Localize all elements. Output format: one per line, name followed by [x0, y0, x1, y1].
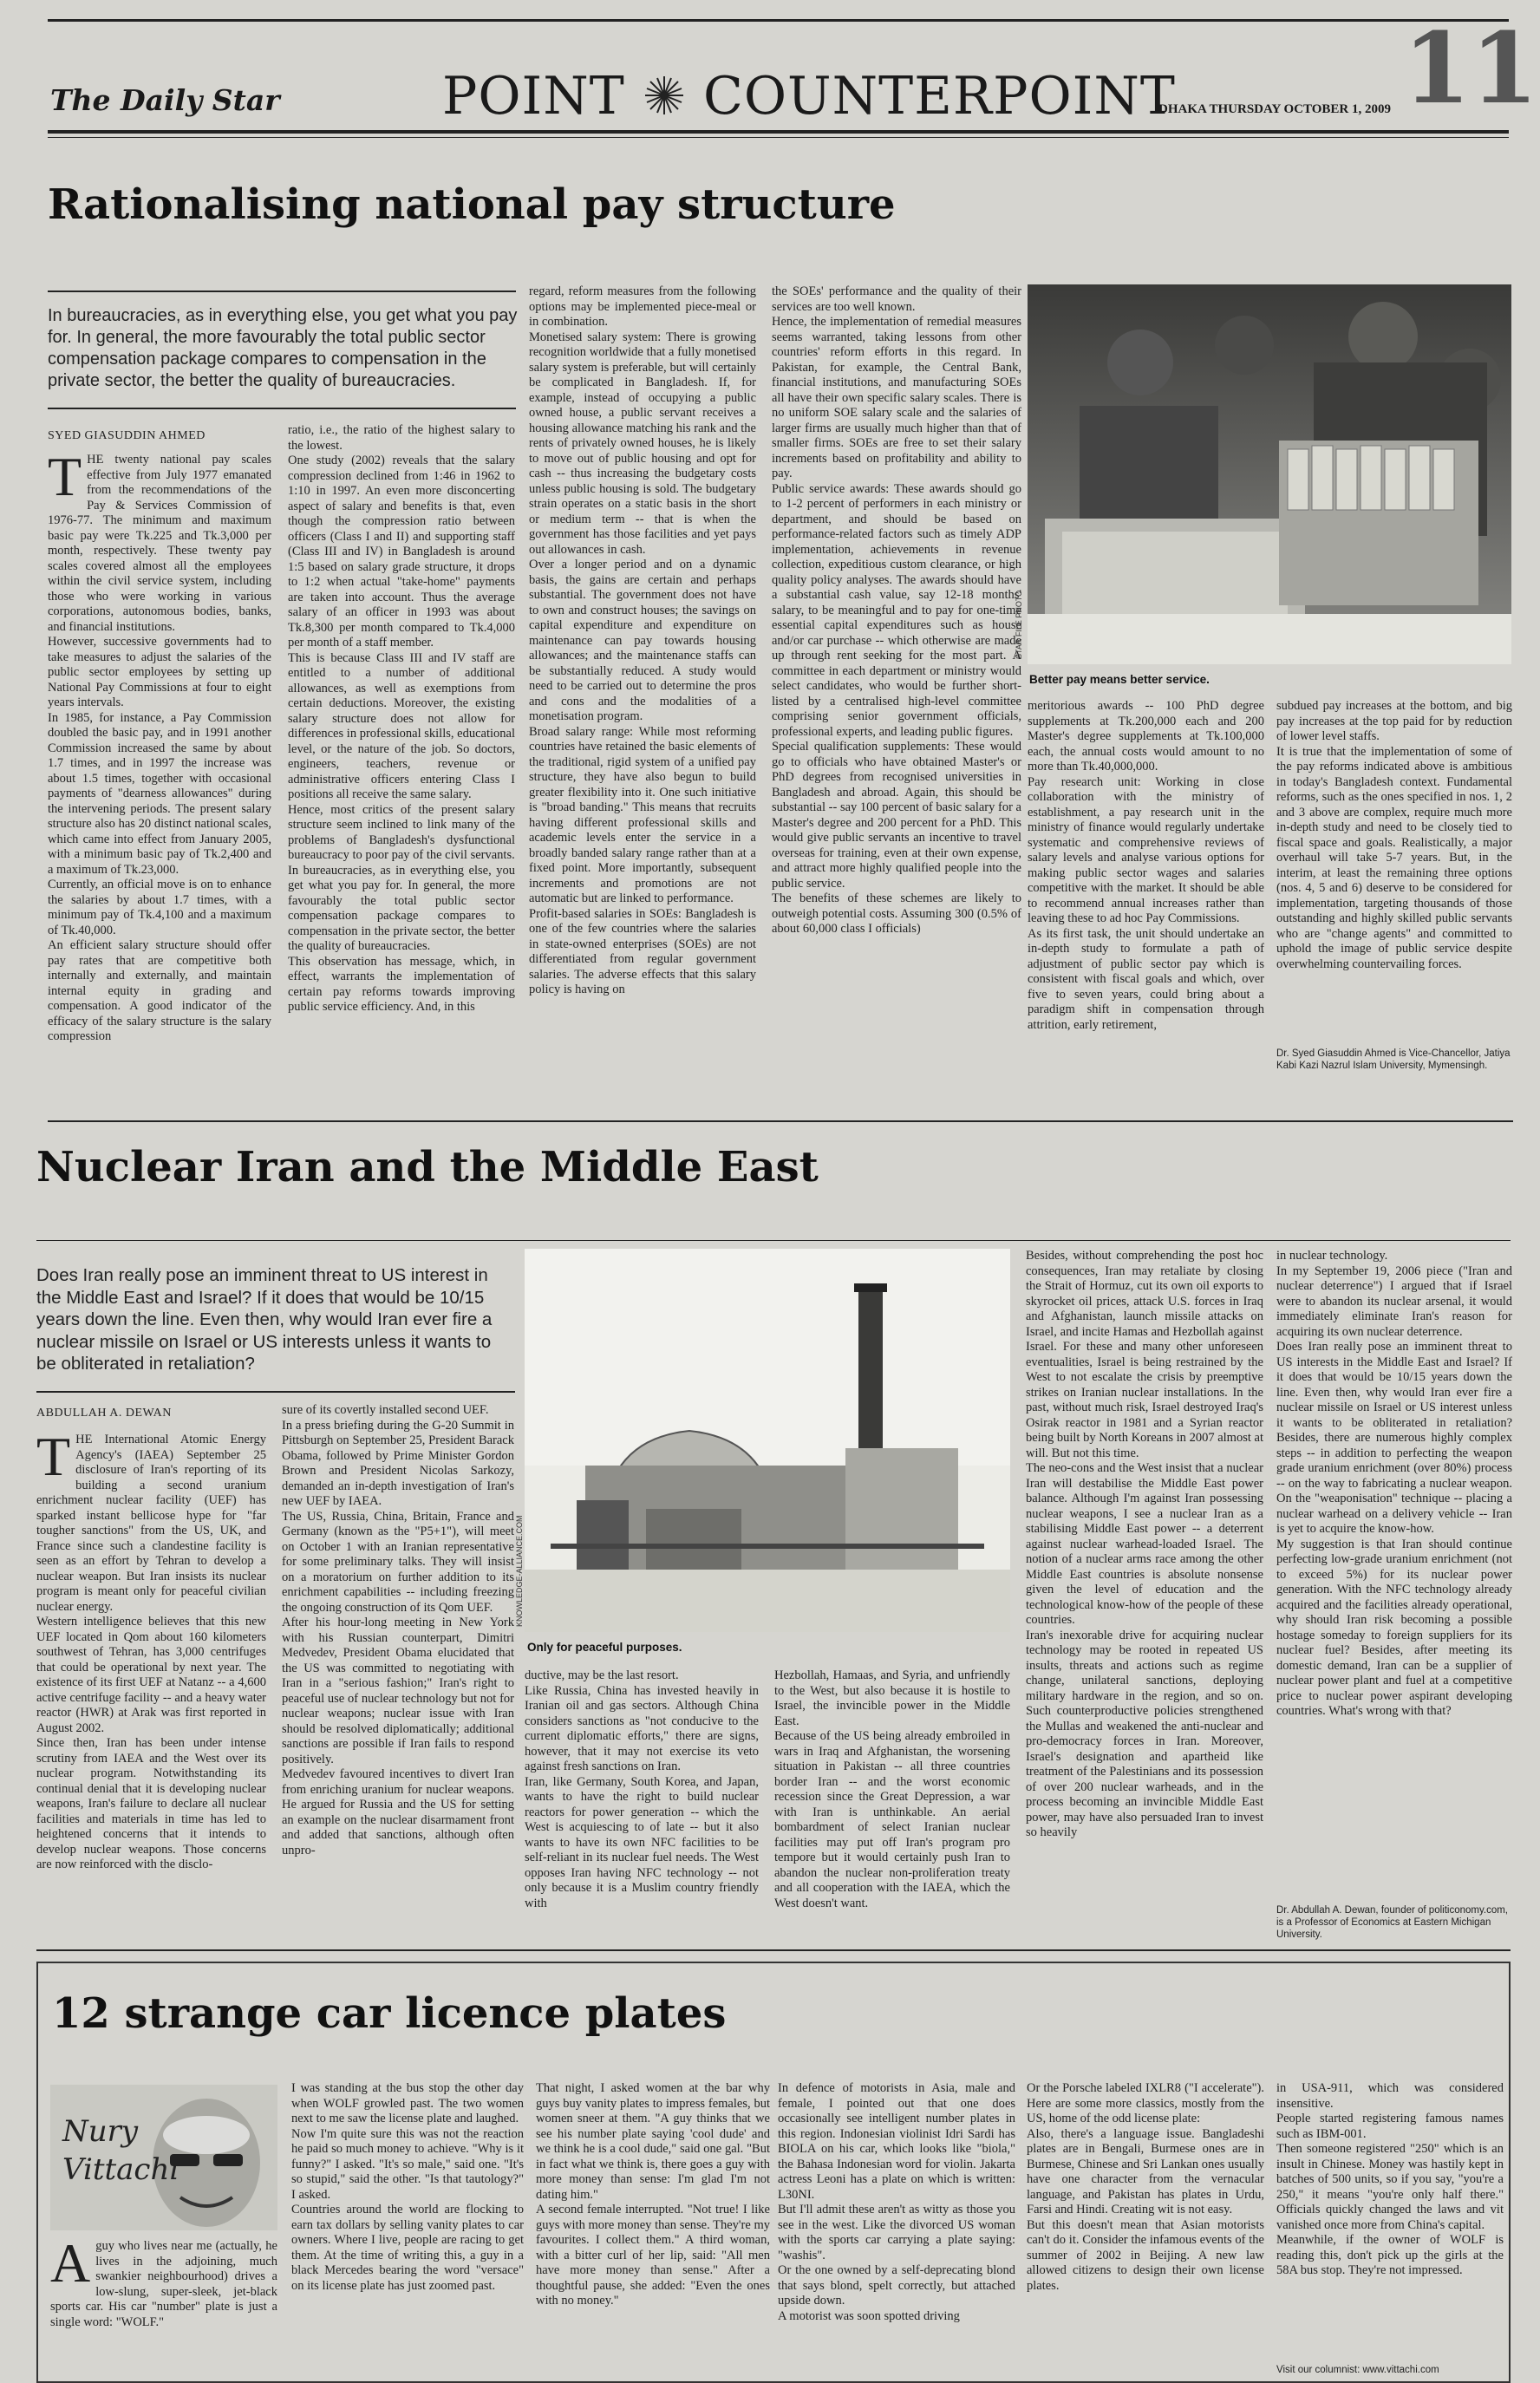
dateline: DHAKA THURSDAY OCTOBER 1, 2009 — [1158, 102, 1391, 116]
article3-col3-text: That night, I asked women at the bar why guys buy vanity plates to impress females, but women sneer at them. "A guy thinks that we see his number plate saying 'cool dude' and we think he is a cool dude," said one gal. "But in fact what we think is, there goes a guy with more money than sense: I'm glad I'm not dating him." A second female interrupted. "Not true! I like guys with more money than sense. They're my favourites. I collect them." A third woman, with a bitter curl of her lip, said: "All men have more money than sense." After a thoughtful pause, she added: "Even the ones with no money." — [536, 2081, 770, 2308]
article2-col2-text: sure of its covertly installed second UEF. In a press briefing during the G-20 Summit in Pittsburgh on September 25, President Barack Obama, followed by Prime Minister Gordon Brown and President Nicolas Sarkozy, demanded an in-depth investigation of Iran's new UEF by IAEA. The US, Russia, China, Britain, France and Germany (known as the "P5+1"), will meet on October 1 with an Iranian representative for some preliminary talks. They will insist on a moratorium on further addition to its enrichment capabilities -- including freezing the ongoing construction of its Qom UEF. After his hour-long meeting in New York with his Russian counterpart, Dimitri Medvedev, President Obama elucidated that the US was committed to negotiating with Iran in a "serious fashion;" Iran's right to peaceful use of nuclear technology but not for nuclear weapons; nuclear issue with Iran should be resolved diplomatically; additional sanctions are possible if Iran fails to respond positively. Medvedev favoured incentives to divert Iran from enriching uranium for nuclear weapons. He argued for Russia and the US for setting an example on the nuclear disarmament front and added that sanctions, although often unpro- — [282, 1403, 514, 1857]
nuclear-plant-illustration — [525, 1249, 1010, 1632]
paper-logo: The Daily Star — [50, 83, 280, 117]
article2-column-2 — [282, 1403, 514, 1937]
article2-deck-rule — [36, 1391, 515, 1393]
article3-column-1 — [50, 2239, 277, 2378]
columnist-logo-line1: Nury — [62, 2114, 139, 2149]
article3-column-2 — [291, 2081, 524, 2378]
article1-col6-text: subdued pay increases at the bottom, and big pay increases at the top paid for by reduction of lower level staffs. It is true that the implementation of some of the pay reforms indicated above is ambitious in today's Bangladesh context. Fundamental reforms, such as the ones specified in nos. 1, 2 and 3 above are complex, require much more in-depth study and need to be closely tied to fiscal space and goals. Realistically, a major overhaul will take 5-7 years. But, in the interim, at least the remaining three options (nos. 4, 5 and 6) deserve to be considered for implementation, targeting thousands of those outstanding and highly skilled public servants who are "change agents" and committed to uphold the image of public service despite overwhelming countervailing forces. — [1276, 699, 1512, 971]
section-title-left: POINT — [442, 66, 625, 127]
starburst-icon — [643, 69, 686, 130]
article3-column-3 — [536, 2081, 770, 2378]
masthead-rule-thin — [48, 137, 1509, 138]
article3-col4-text: In defence of motorists in Asia, male and female, I pointed out that one does occasionally see intelligent number plates in this region. Indonesian violinist Idri Sardi has BIOLA on his car, which looks like "biola," the Bahasa Indonesian word for violin. Jakarta actress Leoni has a plate on which is written: L30NI. But I'll admit these aren't as witty as those you see in the west. Like the divorced US woman with the sports car carrying a plate saying: "washis". Or the one owned by a self-deprecating blond that says blond, spelt correctly, but attached upside down. A motorist was soon spotted driving — [778, 2081, 1015, 2323]
article1-photo-caption: Better pay means better service. — [1029, 673, 1210, 686]
article2-col3-text: ductive, may be the last resort. Like Russia, China has invested heavily in Iranian oil and gas sectors. Although China considers sanctions as "not conducive to the current diplomatic efforts," there are signs, however, that it may not exercise its veto against fresh sanctions on Iran. Iran, like Germany, South Korea, and Japan, wants to have the right to build nuclear reactors for power generation -- which the West is acquiescing to of late -- but it also wants to have its own NFC facilities to be self-reliant in its nuclear fuel needs. The West opposes Iran having NFC technology -- not only because it is a Muslim country friendly with — [525, 1668, 759, 1910]
article3-website: Visit our columnist: www.vittachi.com — [1276, 2365, 1439, 2375]
article2-photo — [525, 1249, 1010, 1632]
article2-author-bio: Dr. Abdullah A. Dewan, founder of politiconomy.com, is a Professor of Economics at Eastern Michigan University. — [1276, 1905, 1508, 1940]
article1-deck-rule-top — [48, 291, 516, 292]
article2-col5-text: Besides, without comprehending the post hoc consequences, Iran may retaliate by closing the Strait of Hormuz, cut its own oil exports to skyrocket oil prices, attack U.S. forces in Iraq and Afghanistan, launch missile attacks on Israel, and incite Hamas and Hezbollah against Israel. For these and many other unforeseen eventualities, Israel is being restrained by the West to not escalate the crisis by preemptive strikes on Iranian nuclear installations. In the past, without much risk, Israel destroyed Iraq's Osirak reactor in 1981 and a Syrian reactor being built by North Koreans in 2007 almost at will. But not this time. The neo-cons and the West insist that a nuclear Iran will destabilise the Middle East power balance. Although I'm against Iran possessing nuclear weapons, I see a nuclear Iran as a stabilising Middle East power -- a deterrent against nuclear warhead-loaded Israel. The notion of a nuclear arms race among the other Middle East countries is absolute nonsense given the level of education and the technological know-how of the people of these countries. Iran's inexorable drive for acquiring nuclear technology may be rooted in repeated US insults, threats and actions such as regime change, unilateral sanctions, deploying military hardware in the region, and so on. Such counterproductive policies strengthened the Mullas and weakened the anti-nuclear and pro-democracy forces in Iran. Moreover, Israel's designation and apartheid like treatment of the Palestinians and its possession of over 200 nuclear warheads, and in the process becoming an invincible Middle East power, may have also persuaded Iran to invest so heavily — [1026, 1249, 1263, 1839]
article3-dropcap: A — [50, 2239, 91, 2294]
article2-headline: Nuclear Iran and the Middle East — [36, 1143, 819, 1192]
article3-column-5 — [1027, 2081, 1264, 2378]
article2-headline-rule — [36, 1240, 1511, 1241]
article2-column-6 — [1276, 1249, 1512, 1903]
section-divider-1 — [48, 1120, 1513, 1122]
columnist-logo — [50, 2085, 277, 2230]
article2-deck: Does Iran really pose an imminent threat to US interest in the Middle East and Israel? If it does that would be 10/15 years down the line. Even then, why would Iran ever fire a nuclear missile on Israel or US interests unless it wants to be obliterated in retaliation? — [36, 1265, 493, 1374]
article3-col6-text: in USA-911, which was considered insensitive. People started registering famous names such as IBM-001. Then someone registered "250" which is an insult in Chinese. Money was hastily kept in batches of 500 units, so if you say, "you're a 250," it means "you're only half there." Officials quickly changed the laws and vit vanished once more from China's capital. Meanwhile, if the owner of WOLF is reading this, don't pick up the girls at the 58A bus stop. They're not impressed. — [1276, 2081, 1504, 2277]
columnist-logo-line2: Vittachi — [62, 2152, 179, 2187]
article2-column-4 — [774, 1668, 1010, 1937]
section-title-right: COUNTERPOINT — [702, 66, 1176, 127]
article1-column-6 — [1276, 699, 1512, 1046]
article2-photo-caption: Only for peaceful purposes. — [527, 1641, 682, 1654]
article3-col2-text: I was standing at the bus stop the other day when WOLF growled past. The two women next to me saw the license plate and laughed. Now I'm quite sure this was not the reaction he paid so much money to achieve. "Why is it funny?" I asked. "It's so male," said one. "It's so stupid," said the other. "Is that tautology?" I asked. Countries around the world are flocking to earn tax dollars by selling vanity plates to car owners. Where I live, people are racing to get them. At the time of writing this, a guy in a black Mercedes bearing the word "versace" on its license plate has just zoomed past. — [291, 2081, 524, 2293]
top-rule — [48, 19, 1509, 22]
masthead-rule — [48, 130, 1509, 134]
article1-col1-text: HE twenty national pay scales effective from July 1977 emanated from the recommendations of the Pay & Services Commission of 1976-77. The minimum and maximum basic pay were Tk.225 and Tk.3,000 per month, respectively. These twenty pay scales covered almost all the employees within the civil service system, including those who were working in various corporations, autonomous bodies, banks, and financial institutions. However, successive governments had to take measures to adjust the salaries of the public sector employees by setting up National Pay Commissions at four to eight years intervals. In 1985, for instance, a Pay Commission doubled the basic pay, and in 1991 another Commission increased the same by about 1.7 times, and in 1997 the increase was about 1.5 times, together with occasional payments of "dearness allowances" during the intervening periods. The present salary structure also has 20 distinct national scales, which came into effect from January 2005, with a minimum basic pay of Tk.2,400 and a maximum of Tk.23,000. Currently, an official move is on to enhance the salaries by about 1.7 times, with a minimum pay of Tk.4,100 and a maximum of Tk.40,000. An efficient salary structure should offer pay rates that are competitive both internally and externally, and maintain internal equity in grading and compensation. A good indicator of the efficacy of the salary structure is the salary compression — [48, 453, 271, 1043]
article2-col4-text: Hezbollah, Hamaas, and Syria, and unfriendly to the West, but also because it is hostile to Israel, the invincible power in the Middle East. Because of the US being already embroiled in wars in Iraq and Afghanistan, the worsening situation in Pakistan -- all three countries border Iran -- and the worst economic recession since the Great Depression, a war with Iran is unthinkable. An aerial bombardment of select Iranian nuclear facilities may put off Iran's program pro tempore but it would certainly push Iran to abandon the nuclear non-proliferation treaty and all cooperation with the IAEA, which the West doesn't want. — [774, 1668, 1010, 1910]
section-title — [442, 66, 1176, 130]
article1-column-2 — [288, 423, 515, 1105]
money-crowd-illustration — [1028, 284, 1511, 664]
article1-column-3 — [529, 284, 756, 1105]
article2-col6-text: in nuclear technology. In my September 19, 2006 piece ("Iran and nuclear deterrence") I argued that if Israel were to abandon its nuclear arsenal, it would immediately eliminate Iran's reason for acquiring its own nuclear deterrence. Does Iran really pose an imminent threat to US interests in the Middle East and Israel? If it does that would be 10/15 years down the line. Even then, why would Iran ever fire a nuclear missile on Israel or US interest unless it wants to be obliterated in retaliation? Besides, there are numerous highly complex steps -- in addition to perfecting the weapon grade uranium enrichment (over 80%) process -- on the way to fabricating a nuclear weapon. On the "weaponisation" technique -- placing a nuclear warhead on a delivery vehicle -- Iran is yet to acquire the know-how. My suggestion is that Iran should continue perfecting low-grade uranium enrichment (not to exceed 5%) for its nuclear power generation. With the NFC technology already acquired and the facilities already operational, why should Iran risk becoming a possible hostage someday to foreign suppliers for its nuclear fuel? Besides, after meeting its domestic demand, Iran can be a supplier of nuclear power plant and fuel at a competitive price to nuclear power aspirant developing countries. What's wrong with that? — [1276, 1249, 1512, 1718]
article1-photo-credit: STAR FILE PHOTO — [1015, 590, 1023, 659]
article3-column-6 — [1276, 2081, 1504, 2357]
article2-column-3 — [525, 1668, 759, 1937]
page-number: 11 — [1403, 12, 1538, 126]
article2-column-5 — [1026, 1249, 1263, 1937]
article1-byline: SYED GIASUDDIN AHMED — [48, 429, 206, 442]
article1-col3-text: regard, reform measures from the following options may be implemented piece-meal or in combination. Monetised salary system: There is growing recognition worldwide that a fully monetised salary system is preferable, but will certainly be complicated in Bangladesh. If, for example, instead of occupying a public owned house, a public servant receives a housing allowance matching his rank and the rents of privately owned houses, he is likely to move out of public housing and opt for cash -- thus increasing the budgetary costs unless public housing is sold. The budgetary strain operates on a static basis in the short or medium term -- that is when the government has those facilities and yet pays out allowances in cash. Over a longer period and on a dynamic basis, the gains are certain and perhaps substantial. The government does not have to own and construct houses; the savings on capital expenditure and expenditure on maintenance can pay towards housing allowances; and the maintenance staffs can be substantially reduced. A study would need to be carried out to determine the pros and cons and the modalities of a monetisation program. Broad salary range: While most reforming countries have retained the basic elements of the traditional, rigid system of a unified pay structure, they have also begun to build greater flexibility into it. One such initiative is "broad banding." This means that recruits having different professional skills and academic levels enter the service in a broadly banded salary range rather than at a fixed point. More importantly, subsequent increments and promotions are not automatic but are linked to performance. Profit-based salaries in SOEs: Bangladesh is one of the few countries where the salaries in state-owned enterprises (SOEs) are not differentiated from regular government salaries. The adverse effects that this salary policy is having on — [529, 284, 756, 996]
article1-col4-text: the SOEs' performance and the quality of their services are too well known. Hence, the implementation of remedial measures seems warranted, taking lessons from other countries' reform efforts in this regard. In Pakistan, for example, the Central Bank, financial institutions, and manufacturing SOEs all have their own specific salary scales. There is no uniform SOE salary scale and the salaries of larger firms are usually much higher than that of smaller firms. SOEs are free to set their salary increments based on profitability and ability to pay. Public service awards: These awards should go to 1-2 percent of performers in each ministry or department, and should be based on performance-related factors such as timely ADP implementation, achievements in revenue collection, expeditious custom clearance, or high quality policy analyses. The awards should have a substantial cash value, say 12-18 months' salary, to be meaningful and to pay for one-time essential capital expenditures such as house and/or car purchase -- which otherwise are made up through rent seeking for the most part. A committee in each department or ministry would select candidates, who would be further short-listed by a centralised high-level committee comprising senior government officials, professional experts, and leading public figures. Special qualification supplements: These would go to officials who have obtained Master's or PhD degrees from recognised universities in Bangladesh and abroad. Again, this should be substantial -- say 100 percent of basic salary for a Master's degree and 200 percent for a PhD. This would give public servants an incentive to travel overseas for training, even at their own expense, and attract more highly qualified people into the public service. The benefits of these schemes are likely to outweigh potential costs. Assuming 300 (0.5% of about 60,000 class I officials) — [772, 284, 1021, 936]
article1-dropcap: T — [48, 453, 82, 507]
article1-column-4 — [772, 284, 1021, 1105]
article1-headline: Rationalising national pay structure — [48, 180, 896, 229]
article2-column-1 — [36, 1433, 266, 1937]
article3-col1-text: guy who lives near me (actually, he lives in the adjoining, much swankier neighbourhood) drives a low-slung, super-sleek, jet-black sports car. His car "number" plate is just a single word: "WOLF." — [50, 2239, 277, 2329]
article1-deck-rule-bottom — [48, 408, 516, 409]
article3-column-4 — [778, 2081, 1015, 2378]
article1-column-5 — [1028, 699, 1264, 1105]
article1-author-bio: Dr. Syed Giasuddin Ahmed is Vice-Chancellor, Jatiya Kabi Kazi Nazrul Islam University, Mymensingh. — [1276, 1048, 1511, 1071]
article2-dropcap: T — [36, 1433, 71, 1487]
article1-column-1 — [48, 453, 271, 1105]
article2-byline: ABDULLAH A. DEWAN — [36, 1407, 172, 1420]
article1-photo — [1028, 284, 1511, 664]
article1-col5-text: meritorious awards -- 100 PhD degree supplements at Tk.200,000 each and 200 Master's degree supplements at Tk.100,000 each, the annual costs would amount to no more than Tk.40,000,000. Pay research unit: Working in close collaboration with the ministry of establishment, a pay research unit in the ministry of finance would regularly undertake systematic and comprehensive reviews of salary levels and analyse various options for making public sector wages and salaries competitive with the market. It should be able to recommend annual increases rather than leaving these to ad hoc Pay Commissions. As its first task, the unit should undertake an in-depth study to formulate a path of adjustment of public sector pay which is consistent with fiscal goals and which, over five to seven years, could bring about a paradigm shift in compensation through attrition, early retirement, — [1028, 699, 1264, 1032]
article1-deck: In bureaucracies, as in everything else, you get what you pay for. In general, the more favourably the total public sector compensation package compares to compensation in the private sector, the better the quality of bureaucracies. — [48, 306, 518, 390]
article3-col5-text: Or the Porsche labeled IXLR8 ("I accelerate"). Here are some more classics, mostly from the US, home of the odd license plate: Also, there's a language issue. Bangladeshi plates are in Bengali, Burmese ones are in Burmese, Chinese and Sri Lankan ones usually have one character from the vernacular language, and Pakistan has plates in Urdu, Farsi and Hindi. Creating wit is not easy. But this doesn't mean that Asian motorists can't do it. Consider the infamous events of the summer of 2002 in Beijing. A new law allowed citizens to design their own license plates. — [1027, 2081, 1264, 2293]
article3-headline: 12 strange car licence plates — [52, 1989, 727, 2038]
article2-col1-text: HE International Atomic Energy Agency's (IAEA) September 25 disclosure of Iran's reporting of its building a second uranium enrichment nuclear facility (UEF) has sparked instant bellicose hype for "far tougher sanctions" from the US, UK, and France since such a clandestine facility is seen as an effort by Tehran to develop a nuclear weapon. But Iran insists its nuclear program is meant only for peaceful civilian nuclear energy. Western intelligence believes that this new UEF located in Qom about 160 kilometers southwest of Tehran, has 3,000 centrifuges that could be operational by next year. The existence of its first UEF at Natanz -- a 4,600 active centrifuge facility -- and a heavy water reactor (HWR) at Arak was first reported in August 2002. Since then, Iran has been under intense scrutiny from IAEA and the West over its nuclear program. Notwithstanding its continual denial that it is developing nuclear weapons, Iran's failure to declare all nuclear facilities and materials in time has led to heightened concerns that it intends to develop nuclear weapons. Those concerns are now reinforced with the disclo- — [36, 1433, 266, 1871]
article2-photo-credit: KNOWLEDGE-ALLIANCE.COM — [515, 1515, 524, 1627]
article1-col2-text: ratio, i.e., the ratio of the highest salary to the lowest. One study (2002) reveals that the salary compression declined from 1:46 in 1962 to 1:10 in 1997. An even more disconcerting aspect of salary and benefits is that, even though the compression ratio between officers (Class I and II) and supporting staff (Class III and IV) in Bangladesh is around 1:5 based on salary grade structure, it drops to 1:2 when actual "take-home" payments are taken into account. Thus the average salary of an officer in 1993 was about Tk.8,300 per month compared to Tk.4,000 per month of a staff member. This is because Class III and IV staff are entitled to a number of additional allowances, as well as exemptions from certain deductions. Moreover, the existing salary structure does not allow for differences in professional skills, educational level, or the nature of the job. So doctors, engineers, teachers, revenue or administrative officers entering Class I positions all receive the same salary. Hence, most critics of the present salary structure seem inclined to link many of the problems of Bangladesh's dysfunctional bureaucracy to poor pay of the civil servants. In bureaucracies, as in everything else, you get what you pay for. In general, the more favourably the total public sector compensation package compares to compensation in the private sector, the better the quality of bureaucracies. This observation has message, which, in effect, warrants the implementation of certain pay reforms towards improving public service efficiency. And, in this — [288, 423, 515, 1014]
section-divider-2 — [36, 1949, 1511, 1951]
